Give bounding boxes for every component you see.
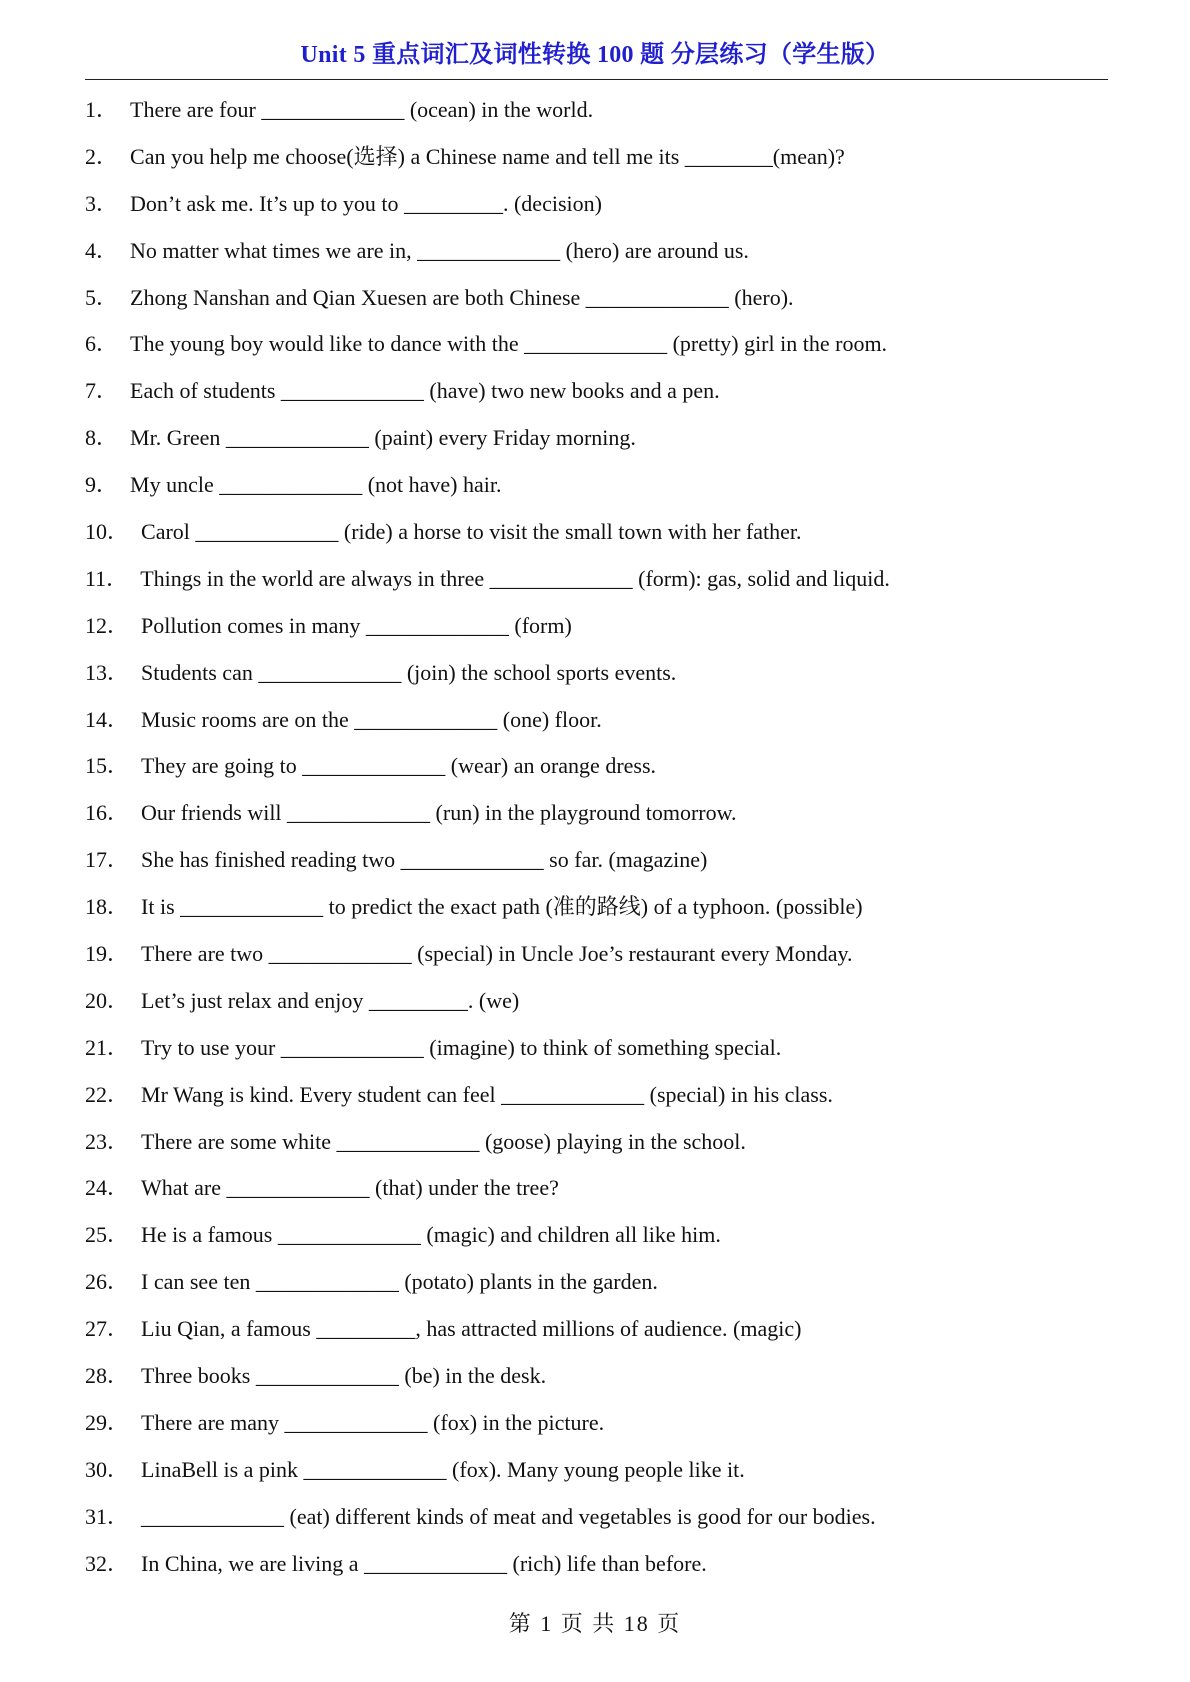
page-title: Unit 5 重点词汇及词性转换 100 题 分层练习（学生版） [300,42,890,68]
question-text: Don’t ask me. It’s up to you to _________. (decision) [130,190,602,216]
question-text: Our friends will _____________ (run) in the playground tomorrow. [141,800,737,826]
question-number: 32． [85,1550,130,1576]
question-28 [85,1356,1115,1403]
question-24 [85,1168,1115,1215]
question-text: Liu Qian, a famous _________, has attracted millions of audience. (magic) [141,1316,802,1342]
question-27 [85,1309,1115,1356]
question-20 [85,981,1115,1028]
question-2 [85,137,1115,184]
question-8 [85,418,1115,465]
question-number: 18． [85,894,130,920]
question-31 [85,1497,1115,1544]
question-text: They are going to _____________ (wear) an orange dress. [141,753,657,779]
question-number: 28． [85,1363,130,1389]
question-11 [85,559,1115,606]
question-number: 3． [85,190,119,216]
question-text: I can see ten _____________ (potato) plants in the garden. [141,1269,658,1295]
question-text: Music rooms are on the _____________ (one) floor. [141,706,602,732]
question-text: LinaBell is a pink _____________ (fox). Many young people like it. [141,1456,745,1482]
question-text: Each of students _____________ (have) two new books and a pen. [130,378,720,404]
question-text: Mr. Green _____________ (paint) every Friday morning. [130,425,636,451]
question-number: 19． [85,941,130,967]
question-number: 31． [85,1503,130,1529]
question-6 [85,324,1115,371]
question-text: There are some white _____________ (goose) playing in the school. [141,1128,746,1154]
question-10 [85,512,1115,559]
question-29 [85,1403,1115,1450]
question-number: 11． [85,565,129,591]
question-list [85,90,1115,1591]
question-text: He is a famous _____________ (magic) and children all like him. [141,1222,721,1248]
question-number: 15． [85,753,130,779]
question-4 [85,231,1115,278]
question-number: 9． [85,472,119,498]
question-15 [85,746,1115,793]
question-5 [85,278,1115,325]
question-number: 25． [85,1222,130,1248]
question-text: Things in the world are always in three _____________ (form): gas, solid and liquid. [140,565,890,591]
question-text: Try to use your _____________ (imagine) to think of something special. [141,1034,782,1060]
question-number: 26． [85,1269,130,1295]
question-25 [85,1215,1115,1262]
question-number: 6． [85,331,119,357]
question-number: 16． [85,800,130,826]
question-7 [85,371,1115,418]
question-number: 14． [85,706,130,732]
question-text: What are _____________ (that) under the tree? [141,1175,559,1201]
question-30 [85,1450,1115,1497]
question-number: 17． [85,847,130,873]
question-number: 5． [85,284,119,310]
question-3 [85,184,1115,231]
question-text: Can you help me choose(选择) a Chinese name and tell me its ________(mean)? [130,143,845,169]
question-text: My uncle _____________ (not have) hair. [130,472,502,498]
question-text: She has finished reading two _____________ so far. (magazine) [141,847,708,873]
question-number: 30． [85,1456,130,1482]
question-number: 20． [85,987,130,1013]
question-text: Students can _____________ (join) the school sports events. [141,659,677,685]
question-text: Pollution comes in many _____________ (form) [141,612,572,638]
question-text: _____________ (eat) different kinds of meat and vegetables is good for our bodies. [141,1503,876,1529]
question-text: Let’s just relax and enjoy _________. (we) [141,987,520,1013]
question-text: There are many _____________ (fox) in the picture. [141,1409,605,1435]
question-text: There are two _____________ (special) in Uncle Joe’s restaurant every Monday. [141,941,853,967]
question-number: 2． [85,143,119,169]
question-number: 7． [85,378,119,404]
question-number: 1． [85,97,119,122]
question-18 [85,887,1115,934]
question-number: 10． [85,519,130,545]
header-divider [85,79,1108,80]
question-number: 21． [85,1034,130,1060]
question-number: 24． [85,1175,130,1201]
question-23 [85,1122,1115,1169]
question-text: Three books _____________ (be) in the desk. [141,1363,547,1389]
question-26 [85,1262,1115,1309]
question-1 [85,90,1115,137]
question-21 [85,1028,1115,1075]
question-text: Zhong Nanshan and Qian Xuesen are both Chinese _____________ (hero). [130,284,794,310]
question-text: There are four _____________ (ocean) in the world. [130,97,594,122]
question-text: Carol _____________ (ride) a horse to visit the small town with her father. [141,519,802,545]
question-32 [85,1544,1115,1591]
question-text: The young boy would like to dance with the _____________ (pretty) girl in the room. [130,331,888,357]
question-17 [85,840,1115,887]
question-12 [85,606,1115,653]
question-text: In China, we are living a _____________ (rich) life than before. [141,1550,707,1576]
question-number: 12． [85,612,130,638]
question-number: 27． [85,1316,130,1342]
question-number: 8． [85,425,119,451]
question-text: Mr Wang is kind. Every student can feel _____________ (special) in his class. [141,1081,833,1107]
question-9 [85,465,1115,512]
question-number: 4． [85,237,119,263]
question-number: 22． [85,1081,130,1107]
question-22 [85,1075,1115,1122]
question-number: 13． [85,659,130,685]
question-13 [85,653,1115,700]
question-16 [85,793,1115,840]
question-14 [85,700,1115,747]
question-text: It is _____________ to predict the exact path (准的路线) of a typhoon. (possible) [141,894,863,920]
page-number-footer: 第 1 页 共 18 页 [508,1611,682,1636]
question-number: 29． [85,1409,130,1435]
question-19 [85,934,1115,981]
question-number: 23． [85,1128,130,1154]
question-text: No matter what times we are in, _____________ (hero) are around us. [130,237,749,263]
